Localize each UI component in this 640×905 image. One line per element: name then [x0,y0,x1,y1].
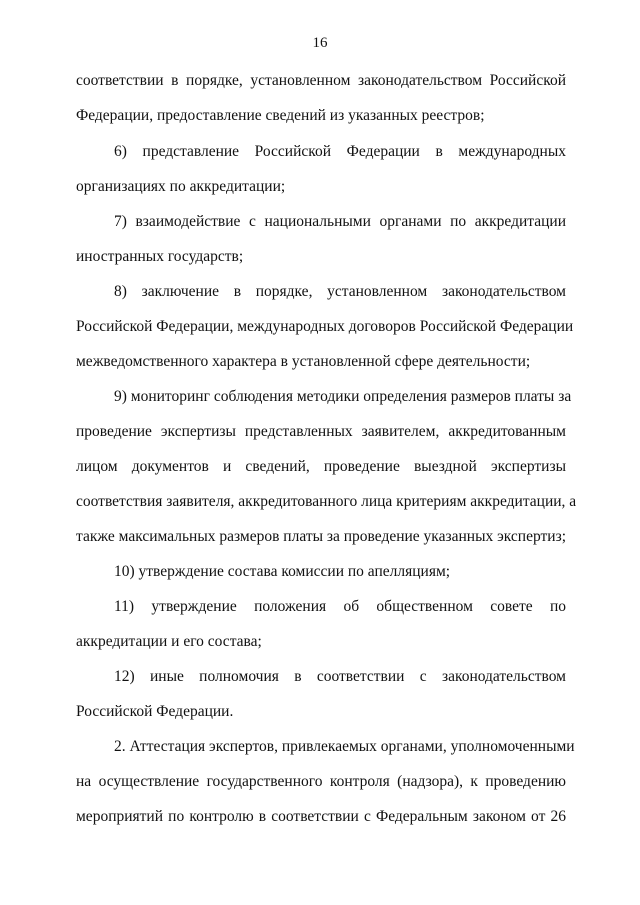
text-line: иностранных государств; [76,248,244,265]
list-item-10: 10) утверждение состава комиссии по апелляциям; [114,563,451,580]
list-item-8: 8) заключение в порядке, установленном законодательством [114,283,566,300]
list-item-9: 9) мониторинг соблюдения методики определения размеров платы за [114,388,572,405]
text-line: мероприятий по контролю в соответствии с Федеральным законом от 26 [76,808,566,825]
text-line: проведение экспертизы представленных заявителем, аккредитованным [76,423,566,440]
list-item-12: 12) иные полномочия в соответствии с законодательством [114,668,566,685]
text-line: соответствии в порядке, установленном законодательством Российской [76,72,566,89]
text-line: лицом документов и сведений, проведение выездной экспертизы [76,458,566,475]
text-line: на осуществление государственного контроля (надзора), к проведению [76,773,566,790]
text-line: Российской Федерации, международных договоров Российской Федерации [76,318,574,335]
text-line: Российской Федерации. [76,703,234,720]
paragraph-2: 2. Аттестация экспертов, привлекаемых органами, уполномоченными [114,738,575,755]
text-line: организациях по аккредитации; [76,178,286,195]
text-line: также максимальных размеров платы за проведение указанных экспертиз; [76,528,567,545]
list-item-11: 11) утверждение положения об общественном совете по [114,598,566,615]
page-number: 16 [312,35,328,51]
text-line: Федерации, предоставление сведений из указанных реестров; [76,107,485,124]
text-line: соответствия заявителя, аккредитованного лица критериям аккредитации, а [76,493,577,510]
text-line: аккредитации и его состава; [76,633,262,650]
list-item-7: 7) взаимодействие с национальными органами по аккредитации [114,213,566,230]
list-item-6: 6) представление Российской Федерации в международных [114,143,566,160]
text-line: межведомственного характера в установленной сфере деятельности; [76,353,531,370]
